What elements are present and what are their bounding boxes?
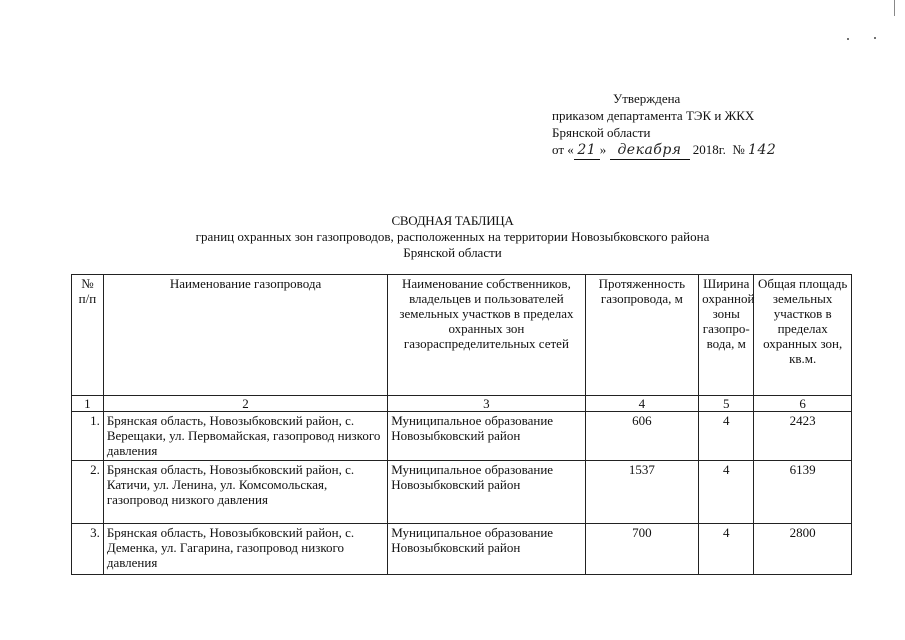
scan-edge-mark bbox=[894, 0, 895, 16]
header-pipeline-name: Наименование газопровода bbox=[103, 275, 387, 396]
pipeline-name: Брянская область, Новозыбковский район, с. Катичи, ул. Ленина, ул. Комсомольская, газопровод низкого давления bbox=[103, 461, 387, 524]
header-number: № п/п bbox=[72, 275, 104, 396]
table-row bbox=[72, 412, 852, 461]
header-owners: Наименование собственников, владельцев и пользователей земельных участков в пределах охранных зон газораспределительных сетей bbox=[388, 275, 585, 396]
column-number: 6 bbox=[754, 396, 852, 412]
owner-name: Муниципальное образование Новозыбковский район bbox=[388, 461, 585, 524]
column-number-row bbox=[72, 396, 852, 412]
document-subtitle-2: Брянской области bbox=[403, 245, 502, 260]
handwritten-day: 21 bbox=[574, 142, 600, 160]
handwritten-month: декабря bbox=[610, 142, 690, 160]
pipeline-name: Брянская область, Новозыбковский район, с. Деменка, ул. Гагарина, газопровод низкого давления bbox=[103, 524, 387, 575]
number-label: № bbox=[732, 142, 745, 157]
approval-title: Утверждена bbox=[613, 91, 681, 106]
zone-width: 4 bbox=[699, 524, 754, 575]
approval-line-1: приказом департамента ТЭК и ЖКХ bbox=[552, 108, 755, 123]
date-prefix: от « bbox=[552, 142, 574, 157]
summary-table bbox=[71, 274, 852, 575]
row-number: 1. bbox=[72, 412, 104, 461]
header-length: Протяженность газопровода, м bbox=[585, 275, 699, 396]
pipeline-length: 1537 bbox=[585, 461, 699, 524]
column-number: 5 bbox=[699, 396, 754, 412]
pipeline-length: 606 bbox=[585, 412, 699, 461]
table-row bbox=[72, 524, 852, 575]
zone-width: 4 bbox=[699, 461, 754, 524]
approval-date-line bbox=[552, 141, 776, 160]
column-number: 2 bbox=[103, 396, 387, 412]
row-number: 3. bbox=[72, 524, 104, 575]
column-number: 1 bbox=[72, 396, 104, 412]
pipeline-length: 700 bbox=[585, 524, 699, 575]
row-number: 2. bbox=[72, 461, 104, 524]
date-mid: » bbox=[599, 142, 607, 157]
table-row bbox=[72, 461, 852, 524]
total-area: 6139 bbox=[754, 461, 852, 524]
table-header-row bbox=[72, 275, 852, 396]
document-heading bbox=[0, 213, 905, 261]
total-area: 2423 bbox=[754, 412, 852, 461]
scan-dot bbox=[847, 38, 849, 40]
approval-line-2: Брянской области bbox=[552, 125, 651, 140]
scan-dot bbox=[874, 37, 876, 39]
date-year: 2018г. bbox=[692, 142, 726, 157]
zone-width: 4 bbox=[699, 412, 754, 461]
document-subtitle-1: границ охранных зон газопроводов, расположенных на территории Новозыбковского района bbox=[195, 229, 710, 244]
handwritten-order-number: 142 bbox=[748, 142, 777, 158]
approval-block bbox=[552, 90, 776, 160]
total-area: 2800 bbox=[754, 524, 852, 575]
header-total-area: Общая площадь земельных участков в пределах охранных зон, кв.м. bbox=[754, 275, 852, 396]
document-title: СВОДНАЯ ТАБЛИЦА bbox=[391, 213, 514, 228]
column-number: 4 bbox=[585, 396, 699, 412]
column-number: 3 bbox=[388, 396, 585, 412]
owner-name: Муниципальное образование Новозыбковский район bbox=[388, 412, 585, 461]
pipeline-name: Брянская область, Новозыбковский район, с. Верещаки, ул. Первомайская, газопровод низкого давления bbox=[103, 412, 387, 461]
owner-name: Муниципальное образование Новозыбковский район bbox=[388, 524, 585, 575]
header-zone-width: Ширина охранной зоны газопро-вода, м bbox=[699, 275, 754, 396]
